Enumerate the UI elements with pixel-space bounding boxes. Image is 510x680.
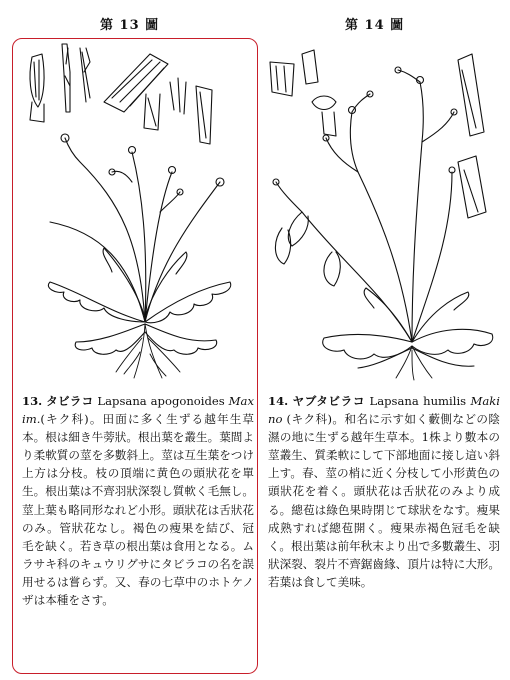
caption-14-author: Makino [268, 394, 501, 427]
detail-achene-14 [458, 54, 486, 218]
caption-13-family: (キク科)。 [40, 412, 103, 427]
stems-13 [50, 138, 220, 322]
caption-14-latin: Lapsana humilis [369, 394, 467, 408]
flower-heads-14 [273, 67, 457, 185]
basal-leaves-13 [48, 248, 230, 354]
detail-involucre-14 [270, 50, 318, 96]
caption-13-number: 13. [22, 394, 43, 408]
figure-14-title: 第 14 圖 [345, 18, 405, 33]
caption-14-number: 14. [268, 394, 289, 408]
caption-13-body: 田面に多く生ずる越年生草本。根は細き牛蒡狀。根出葉を叢生。葉間より柔軟質の莖を多數斜上。莖は互生葉をつけ上方は分枝。枝の頂端に黄色の頭狀花を單生。根出葉は不齊羽狀深裂し質軟く毛無し。莖上葉も略同形なれど小形。頭狀花は舌狀花のみ。管狀花なし。褐色の瘦果を結び、冠毛を缺く。若き草の根出葉は食用となる。ムラサキ科のキュウリグサにタビラコの名を誤用せるは嘗らず。又、春の七草中のホトケノザは本種をさす。 [22, 412, 254, 608]
caption-14 [268, 392, 500, 591]
stem-leaves-14 [275, 212, 340, 286]
roots-14 [396, 346, 432, 380]
detail-achene-13 [80, 48, 90, 102]
plate-14-illustration [262, 42, 502, 382]
detail-ligule-13 [62, 44, 70, 112]
flower-heads-13 [61, 134, 224, 195]
stems-14 [276, 70, 454, 342]
detail-bract-13 [104, 54, 168, 112]
plate-13-illustration [20, 42, 250, 382]
caption-13-latin: Lapsana apogonoides [97, 394, 225, 408]
caption-13-author: Maxim. [22, 394, 254, 427]
caption-14-body: 和名に示す如く藪側などの陰濕の地に生ずる越年生草本。1株より數本の莖叢生、質柔軟にして下部地面に接し這い斜上す。春、莖の梢に近く分枝して小形黄色の頭狀花を着く。頭狀花は舌狀花のみより成る。總苞は綠色果時閉じて球狀をなす。瘦果成熟すれば總苞開く。瘦果赤褐色冠毛を缺く。根出葉は前年秋末より出で多數叢生、羽狀深裂、裂片不齊鋸齒緣、頂片は特に大形。若葉は食して美味。 [268, 412, 500, 589]
caption-14-name: ヤブタビラコ [292, 394, 366, 408]
detail-floret-13 [30, 54, 44, 122]
caption-13 [22, 392, 254, 609]
detail-fruit-14 [312, 96, 336, 136]
caption-13-name: タビラコ [46, 394, 94, 408]
caption-14-family: (キク科)。 [286, 412, 345, 427]
figure-13-title: 第 13 圖 [100, 18, 160, 33]
detail-seed-13 [170, 78, 212, 144]
detail-involucre-13 [144, 94, 160, 130]
